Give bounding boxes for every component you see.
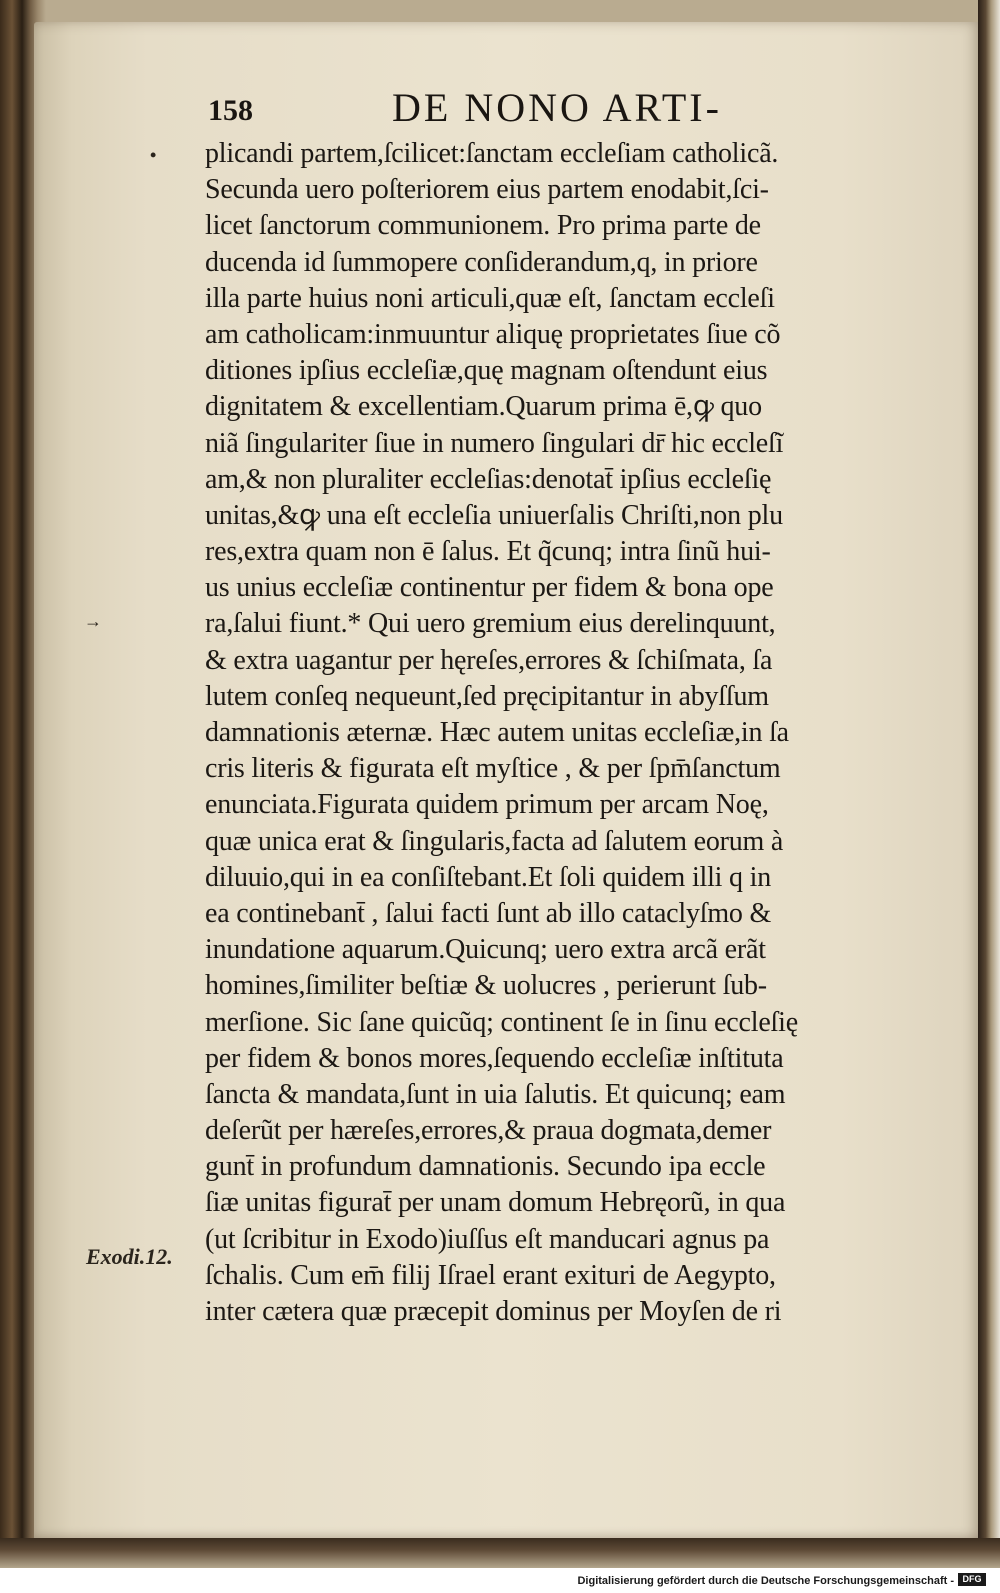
text-line: ſchalis. Cum em̄ filij Iſrael erant exituri de Aegypto, [205,1259,776,1291]
text-line: merſione. Sic ſane quicũq; continent ſe in ſinu eccleſię [205,1006,798,1038]
text-line: ea continebant̄ , ſalui facti ſunt ab illo cataclyſmo & [205,897,772,929]
text-line: diluuio,qui in ea conſiſtebant.Et ſoli quidem illi q in [205,861,772,893]
text-line: res,extra quam non ē ſalus. Et q̃cunq; intra ſinũ hui- [205,536,771,568]
margin-note-exodus: Exodi.12. [86,1244,173,1269]
margin-bullet-mark: • [150,145,157,165]
text-line: am catholicam:inmuuntur aliquę proprietates ſiue cõ [205,318,781,350]
text-line: deſerũt per hæreſes,errores,& praua dogmata,demer [205,1115,772,1147]
text-line: inter cætera quæ præcepit dominus per Moyſen de ri [205,1296,782,1327]
text-line: (ut ſcribitur in Exodo)iuſſus eſt manducari agnus pa [205,1223,770,1255]
body-text [205,136,905,1330]
text-line: & extra uagantur per hęreſes,errores & ſchiſmata, ſa [205,644,773,676]
text-line: illa parte huius noni articuli,quæ eſt, ſanctam eccleſi [205,282,775,314]
running-head [0,84,1000,134]
text-line: ra,ſalui fiunt.* Qui uero gremium eius derelinquunt, [205,608,776,640]
text-line: homines,ſimiliter beſtiæ & uolucres , perierunt ſub- [205,970,767,1002]
margin-pointer-mark: → [84,611,102,631]
text-line: us unius eccleſiæ continentur per fidem & bona ope [205,572,774,604]
text-line: gunt̄ in profundum damnationis. Secundo ipa eccle [205,1151,766,1183]
text-line: ſiæ unitas figurat̄ per unam domum Hebręorũ, in qua [205,1187,786,1219]
footer-credit: Digitalisierung gefördert durch die Deutsche Forschungsgemeinschaft - [577,1575,954,1587]
text-line: damnationis æternæ. Hæc autem unitas eccleſiæ,in ſa [205,717,789,748]
text-line: lutem conſeq nequeunt,ſed pręcipitantur in abyſſum [205,680,769,712]
footer-bar [0,1568,1000,1593]
text-line: niã ſingulariter ſiue in numero ſingulari dr̄ hic eccleſĩ [205,427,784,459]
text-line: ducenda id ſummopere conſiderandum,q, in priore [205,246,758,278]
text-line: cris literis & figurata eſt myſtice , & per ſpm̄ſanctum [205,753,781,785]
text-line: plicandi partem,ſcilicet:ſanctam eccleſiam catholicã. [205,138,779,169]
text-line: per fidem & bonos mores,ſequendo eccleſiæ inſtituta [205,1042,784,1074]
text-line: quæ unica erat & ſingularis,facta ad ſalutem eorum à [205,825,784,857]
text-line: licet ſanctorum communionem. Pro prima parte de [205,210,761,242]
page-number: 158 [208,94,253,127]
text-line: ditiones ipſius eccleſiæ,quę magnam oſtendunt eius [205,355,768,387]
text-line: inundatione aquarum.Quicunq; uero extra arcã erãt [205,934,766,966]
text-line: enunciata.Figurata quidem primum per arcam Noę, [205,789,769,821]
page-edge-bottom [0,1538,1000,1568]
text-line: unitas,&ꝙ una eſt eccleſia uniuerſalis Chriſti,non plu [205,499,783,531]
text-line: dignitatem & excellentiam.Quarum prima ē,ꝙ quo [205,391,762,423]
dfg-logo: DFG [958,1573,986,1586]
text-line: ſancta & mandata,ſunt in uia ſalutis. Et quicunq; eam [205,1078,786,1110]
text-line: Secunda uero poſteriorem eius partem enodabit,ſci- [205,174,769,206]
header-title: DE NONO ARTI- [392,85,722,130]
page-edge-right [978,0,1000,1545]
text-line: am,& non pluraliter eccleſias:denotat̄ ipſius eccleſię [205,463,772,495]
